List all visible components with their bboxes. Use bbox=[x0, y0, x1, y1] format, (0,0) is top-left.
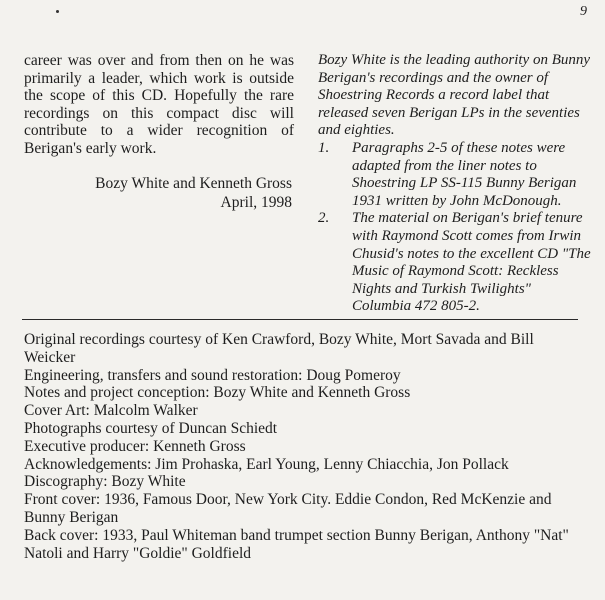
credit-line: Discography: Bozy White bbox=[24, 473, 186, 491]
footnote-number: 2. bbox=[318, 210, 330, 227]
signature-names: Bozy White and Kenneth Gross bbox=[95, 174, 292, 192]
credit-line: Photographs courtesy of Duncan Schiedt bbox=[24, 419, 278, 437]
footnote-2 bbox=[318, 210, 593, 316]
credit-line: Cover Art: Malcolm Walker bbox=[24, 402, 198, 420]
footnote-text: Paragraphs 2-5 of these notes were adapted from the liner notes to Shoestring LP SS-115 Bunny Berigan 1931 written by John McDonough. bbox=[352, 139, 577, 209]
section-divider bbox=[22, 319, 578, 320]
left-column bbox=[24, 52, 294, 212]
signature bbox=[24, 174, 294, 212]
signature-date: April, 1998 bbox=[220, 193, 292, 211]
credit-line: Notes and project conception: Bozy White and Kenneth Gross bbox=[24, 384, 411, 402]
print-speck bbox=[56, 10, 59, 13]
credits-list bbox=[24, 331, 584, 562]
right-column bbox=[318, 52, 593, 316]
credit-line: Executive producer: Kenneth Gross bbox=[24, 437, 246, 455]
credit-line: Back cover: 1933, Paul Whiteman band trumpet section Bunny Berigan, Anthony "Nat" Natoli and Harry "Goldie" Goldfield bbox=[24, 526, 569, 562]
credit-line: Engineering, transfers and sound restoration: Doug Pomeroy bbox=[24, 366, 401, 384]
page-number: 9 bbox=[580, 4, 587, 19]
closing-paragraph: career was over and from then on he was primarily a leader, which work is outside the scope of this CD. Hopefully the rare recordings on this compact disc will contribute to a wider recognition of Berigan's early work. bbox=[24, 52, 294, 157]
credit-line: Original recordings courtesy of Ken Crawford, Bozy White, Mort Savada and Bill Weicker bbox=[24, 331, 534, 366]
footnote-text: The material on Berigan's brief tenure with Raymond Scott comes from Irwin Chusid's notes to the excellent CD "The Music of Raymond Scott: Reckless Nights and Turkish Twilights" Columbia 472 805-2. bbox=[352, 210, 591, 315]
credit-line: Front cover: 1936, Famous Door, New York City. Eddie Condon, Red McKenzie and Bunny Berigan bbox=[24, 491, 552, 526]
footnote-1 bbox=[318, 140, 593, 210]
author-note: Bozy White is the leading authority on Bunny Berigan's recordings and the owner of Shoestring Records a record label that released seven Berigan LPs in the seventies and eighties. bbox=[318, 52, 591, 139]
credit-line: Acknowledgements: Jim Prohaska, Earl Young, Lenny Chiacchia, Jon Pollack bbox=[24, 455, 509, 473]
footnote-number: 1. bbox=[318, 139, 330, 156]
